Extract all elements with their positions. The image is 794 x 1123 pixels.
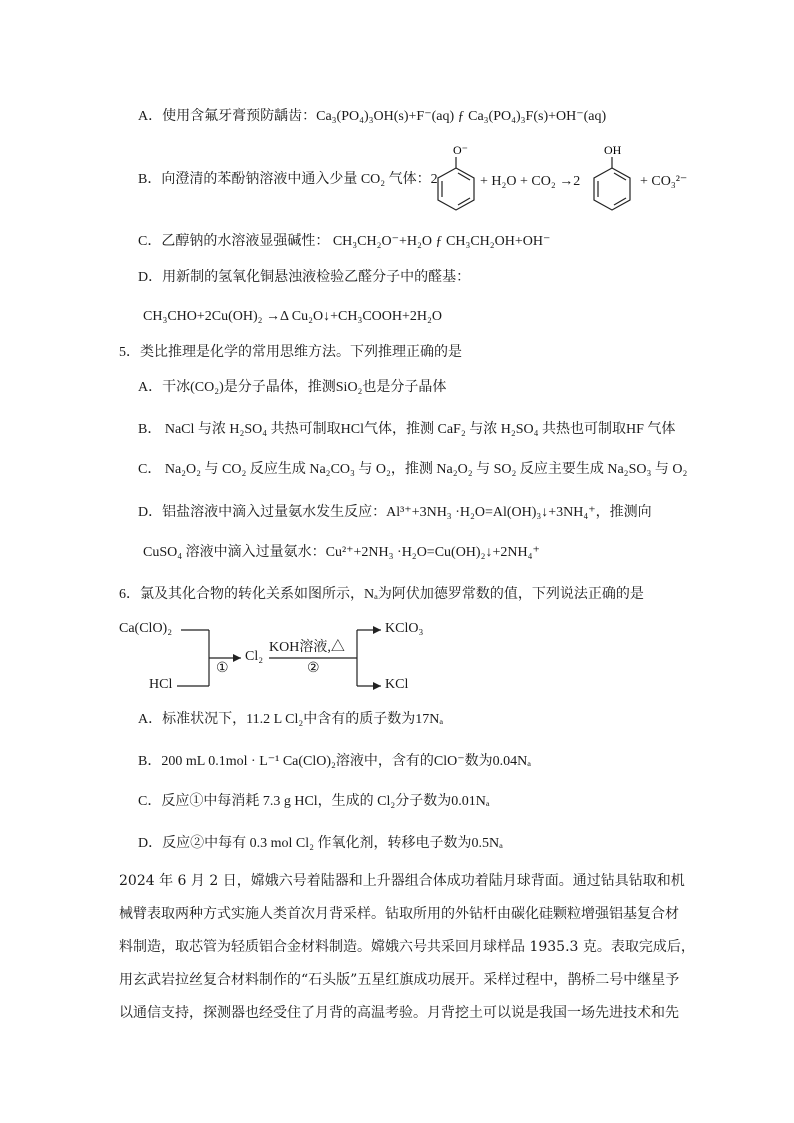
q4-option-b-text: B．向澄清的苯酚钠溶液中通入少量 CO₂ 气体：2	[138, 172, 438, 187]
q4-option-b-end: + CO₃²⁻	[640, 174, 688, 189]
passage-line-1: 2024 年 6 月 2 日，嫦娥六号着陆器和上升器组合体成功着陆月球背面。通过钻具钻取和机	[119, 873, 685, 889]
passage-line-4: 用玄武岩拉丝复合材料制作的“石头版”五星红旗成功展开。采样过程中，鹊桥二号中继星予	[119, 972, 680, 988]
chlorine-conversion-diagram	[119, 618, 449, 698]
diagram-kcl: KCl	[385, 677, 409, 692]
diagram-cl2: Cl₂	[245, 649, 264, 664]
q5-option-b: B． NaCl 与浓 H₂SO₄ 共热可制取HCl气体，推测 CaF₂ 与浓 H₂SO₄ 共热也可制取HF 气体	[138, 422, 676, 437]
q4-option-d: D．用新制的氢氧化铜悬浊液检验乙醛分子中的醛基：	[138, 270, 471, 285]
passage-line-3: 料制造，取芯管为轻质铝合金材料制造。嫦娥六号共采回月球样品 1935.3 克。表取完成后，	[119, 939, 695, 955]
diagram-condition: KOH溶液,△	[269, 640, 345, 655]
q4-option-b-mid: + H₂O + CO₂ →2	[480, 174, 581, 189]
phenoxide-structure	[432, 142, 480, 214]
q6-option-d: D．反应②中每有 0.3 mol Cl₂ 作氧化剂，转移电子数为0.5Nₐ	[138, 836, 503, 851]
phenol-label: OH	[604, 143, 622, 157]
diagram-step-1: ①	[216, 661, 229, 676]
passage-line-2: 械臂表取两种方式实施人类首次月背采样。钻取所用的外钻杆由碳化硅颗粒增强铝基复合材	[119, 906, 679, 922]
q4-option-d-equation: CH₃CHO+2Cu(OH)₂ →Δ Cu₂O↓+CH₃COOH+2H₂O	[143, 309, 442, 324]
q6-option-c: C．反应①中每消耗 7.3 g HCl，生成的 Cl₂分子数为0.01Nₐ	[138, 794, 490, 809]
q6-option-b: B．200 mL 0.1mol · L⁻¹ Ca(ClO)₂溶液中，含有的ClO⁻数为0.04Nₐ	[138, 754, 532, 769]
q5-option-a: A．干冰(CO₂)是分子晶体，推测SiO₂也是分子晶体	[138, 380, 447, 395]
diagram-ca-clo2: Ca(ClO)₂	[119, 621, 173, 636]
phenol-structure	[588, 142, 636, 214]
q5-stem: 5．类比推理是化学的常用思维方法。下列推理正确的是	[119, 345, 462, 360]
diagram-kclo3: KClO₃	[385, 621, 424, 636]
diagram-step-2: ②	[307, 661, 320, 676]
q4-option-a: A．使用含氟牙膏预防龋齿：Ca₃(PO₄)₃OH(s)+F⁻(aq) ƒ Ca₃(PO₄)₃F(s)+OH⁻(aq)	[138, 109, 607, 124]
q5-option-d: D．铝盐溶液中滴入过量氨水发生反应：Al³⁺+3NH₃ ·H₂O=Al(OH)₃↓+3NH₄⁺，推测向	[138, 505, 652, 520]
diagram-hcl: HCl	[149, 677, 173, 692]
q6-stem: 6．氯及其化合物的转化关系如图所示，Nₐ为阿伏加德罗常数的值，下列说法正确的是	[119, 587, 644, 602]
q6-option-a: A．标准状况下，11.2 L Cl₂中含有的质子数为17Nₐ	[138, 712, 444, 727]
phenoxide-label: O⁻	[453, 143, 468, 157]
q5-option-c: C． Na₂O₂ 与 CO₂ 反应生成 Na₂CO₃ 与 O₂，推测 Na₂O₂ 与 SO₂ 反应主要生成 Na₂SO₃ 与 O₂	[138, 462, 688, 477]
q5-option-d-cont: CuSO₄ 溶液中滴入过量氨水：Cu²⁺+2NH₃ ·H₂O=Cu(OH)₂↓+2NH₄⁺	[143, 545, 540, 560]
passage-line-5: 以通信支持，探测器也经受住了月背的高温考验。月背挖土可以说是我国一场先进技术和先	[119, 1005, 679, 1021]
q4-option-c: C．乙醇钠的水溶液显强碱性： CH₃CH₂O⁻+H₂O ƒ CH₃CH₂OH+OH⁻	[138, 234, 551, 249]
